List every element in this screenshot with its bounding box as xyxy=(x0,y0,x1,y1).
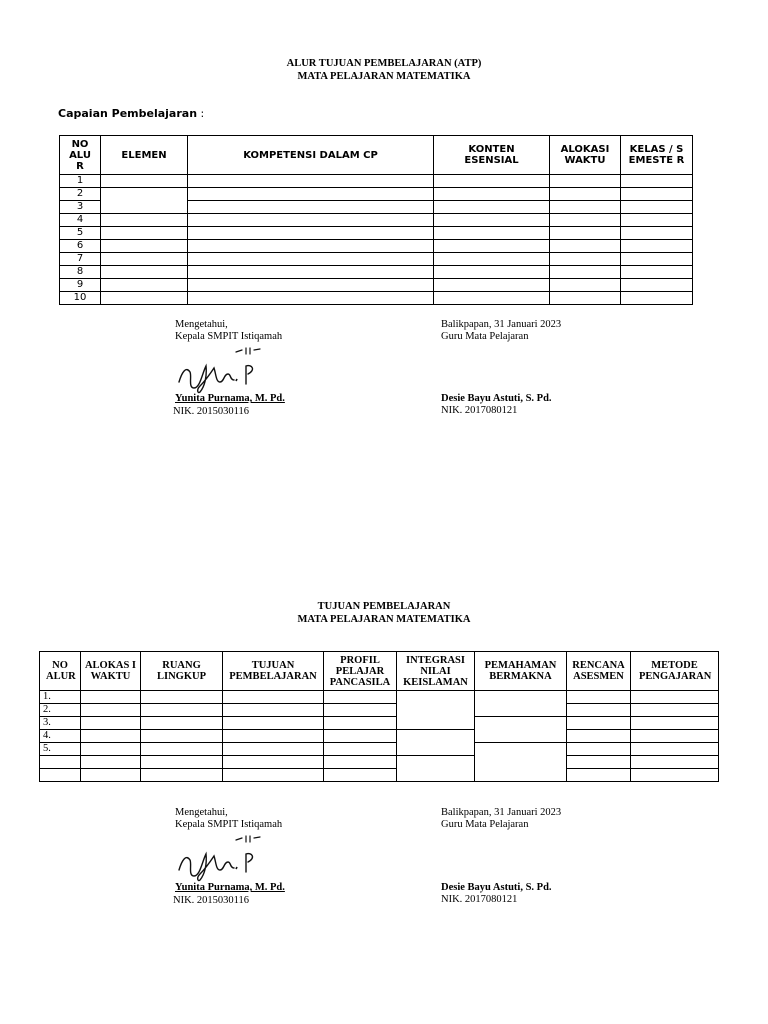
alokasi-cell[interactable] xyxy=(550,253,621,266)
konten-cell[interactable] xyxy=(434,214,550,227)
ruang-lingkup-cell[interactable] xyxy=(141,691,223,704)
tp-title: TUJUAN PEMBELAJARAN xyxy=(317,601,451,612)
right-signature-block-1 xyxy=(441,319,561,343)
alokasi-cell[interactable] xyxy=(81,769,141,782)
header-no-alur: NO ALUR xyxy=(40,652,81,691)
ruang-lingkup-cell[interactable] xyxy=(141,717,223,730)
handwritten-signature xyxy=(176,344,266,396)
rencana-cell[interactable] xyxy=(567,717,631,730)
konten-cell[interactable] xyxy=(434,227,550,240)
tp-subtitle: MATA PELAJARAN MATEMATIKA xyxy=(297,614,471,625)
elemen-cell[interactable] xyxy=(101,266,188,279)
ruang-lingkup-cell[interactable] xyxy=(141,730,223,743)
guru-label: Guru Mata Pelajaran xyxy=(441,819,529,830)
kelas-cell[interactable] xyxy=(621,292,693,305)
left-signature-block-1 xyxy=(175,319,282,343)
row-number: 1. xyxy=(40,691,81,704)
right-signature-block-2 xyxy=(441,807,561,831)
tp-table xyxy=(39,651,719,782)
table-row xyxy=(60,266,693,279)
rencana-cell[interactable] xyxy=(567,756,631,769)
metode-cell[interactable] xyxy=(631,769,719,782)
table-row xyxy=(40,704,719,717)
profil-cell[interactable] xyxy=(324,769,397,782)
kompetensi-cell[interactable] xyxy=(188,292,434,305)
table-row xyxy=(40,743,719,756)
left-signer-name: Yunita Purnama, M. Pd. xyxy=(175,882,285,893)
kelas-cell[interactable] xyxy=(621,175,693,188)
header-ruang-lingkup: RUANG LINGKUP xyxy=(141,652,223,691)
kelas-cell[interactable] xyxy=(621,279,693,292)
table-row xyxy=(40,756,719,769)
kepala-label: Kepala SMPIT Istiqamah xyxy=(175,331,283,342)
row-number: 4 xyxy=(60,214,101,227)
integrasi-cell[interactable] xyxy=(397,691,475,730)
capaian-pembelajaran-label: Capaian Pembelajaran : xyxy=(58,107,205,120)
place-date-label: Balikpapan, 31 Januari 2023 xyxy=(441,807,562,818)
kelas-cell[interactable] xyxy=(621,201,693,214)
table-row xyxy=(60,292,693,305)
alokasi-cell[interactable] xyxy=(550,240,621,253)
kompetensi-cell[interactable] xyxy=(188,240,434,253)
left-nik-2: NIK. 2015030116 xyxy=(173,895,250,906)
right-signer-2 xyxy=(441,882,552,906)
row-number: 10 xyxy=(60,292,101,305)
row-number: 6 xyxy=(60,240,101,253)
elemen-cell[interactable] xyxy=(101,188,188,214)
ruang-lingkup-cell[interactable] xyxy=(141,743,223,756)
rencana-cell[interactable] xyxy=(567,730,631,743)
elemen-cell[interactable] xyxy=(101,227,188,240)
konten-cell[interactable] xyxy=(434,201,550,214)
table-row xyxy=(60,240,693,253)
header-kelas: KELAS / SEMESTE R xyxy=(621,136,693,175)
row-number: 8 xyxy=(60,266,101,279)
header-metode: METODE PENGAJARAN xyxy=(631,652,719,691)
header-profil: PROFIL PELAJAR PANCASILA xyxy=(324,652,397,691)
table-row xyxy=(60,279,693,292)
row-number: 3 xyxy=(60,201,101,214)
table-row xyxy=(40,730,719,743)
table-row xyxy=(60,188,693,201)
rencana-cell[interactable] xyxy=(567,743,631,756)
guru-label: Guru Mata Pelajaran xyxy=(441,331,529,342)
konten-cell[interactable] xyxy=(434,175,550,188)
ruang-lingkup-cell[interactable] xyxy=(141,756,223,769)
kelas-cell[interactable] xyxy=(621,188,693,201)
left-signer-2 xyxy=(175,882,285,894)
alokasi-cell[interactable] xyxy=(550,214,621,227)
kompetensi-cell[interactable] xyxy=(188,266,434,279)
kelas-cell[interactable] xyxy=(621,214,693,227)
mengetahui-label: Mengetahui, xyxy=(175,807,228,818)
elemen-cell[interactable] xyxy=(101,175,188,188)
kelas-cell[interactable] xyxy=(621,266,693,279)
right-signer-name: Desie Bayu Astuti, S. Pd. xyxy=(441,393,552,404)
elemen-cell[interactable] xyxy=(101,279,188,292)
alokasi-cell[interactable] xyxy=(81,730,141,743)
header-no-alur: NO ALU R xyxy=(60,136,101,175)
alokasi-cell[interactable] xyxy=(550,292,621,305)
metode-cell[interactable] xyxy=(631,704,719,717)
mengetahui-label: Mengetahui, xyxy=(175,319,228,330)
header-konten: KONTEN ESENSIAL xyxy=(434,136,550,175)
tujuan-cell[interactable] xyxy=(223,691,324,704)
header-pemahaman: PEMAHAMAN BERMAKNA xyxy=(475,652,567,691)
konten-cell[interactable] xyxy=(434,292,550,305)
profil-cell[interactable] xyxy=(324,691,397,704)
right-signer-1 xyxy=(441,393,552,417)
header-alokasi: ALOKASI WAKTU xyxy=(550,136,621,175)
alokasi-cell[interactable] xyxy=(550,188,621,201)
alokasi-cell[interactable] xyxy=(550,279,621,292)
integrasi-cell[interactable] xyxy=(397,730,475,756)
metode-cell[interactable] xyxy=(631,743,719,756)
row-number xyxy=(40,756,81,769)
konten-cell[interactable] xyxy=(434,188,550,201)
row-number: 7 xyxy=(60,253,101,266)
alokasi-cell[interactable] xyxy=(550,175,621,188)
alokasi-cell[interactable] xyxy=(81,717,141,730)
profil-cell[interactable] xyxy=(324,704,397,717)
header-alokasi-waktu: ALOKAS I WAKTU xyxy=(81,652,141,691)
konten-cell[interactable] xyxy=(434,266,550,279)
table-row xyxy=(60,175,693,188)
header-rencana: RENCANA ASESMEN xyxy=(567,652,631,691)
metode-cell[interactable] xyxy=(631,756,719,769)
pemahaman-cell[interactable] xyxy=(475,743,567,782)
konten-cell[interactable] xyxy=(434,240,550,253)
kelas-cell[interactable] xyxy=(621,227,693,240)
alokasi-cell[interactable] xyxy=(550,201,621,214)
table-header-row xyxy=(40,652,719,691)
place-date-label: Balikpapan, 31 Januari 2023 xyxy=(441,319,562,330)
kompetensi-cell[interactable] xyxy=(188,214,434,227)
ruang-lingkup-cell[interactable] xyxy=(141,769,223,782)
row-number: 2 xyxy=(60,188,101,201)
right-signer-nik: NIK. 2017080121 xyxy=(441,894,518,905)
profil-cell[interactable] xyxy=(324,743,397,756)
table-header-row xyxy=(60,136,693,175)
atp-title: ALUR TUJUAN PEMBELAJARAN (ATP) xyxy=(286,58,482,69)
tujuan-cell[interactable] xyxy=(223,717,324,730)
handwritten-signature xyxy=(176,832,266,884)
row-number: 2. xyxy=(40,704,81,717)
tujuan-cell[interactable] xyxy=(223,743,324,756)
table-row xyxy=(60,214,693,227)
left-signer-name: Yunita Purnama, M. Pd. xyxy=(175,393,285,404)
right-signer-nik: NIK. 2017080121 xyxy=(441,405,518,416)
left-nik-1: NIK. 2015030116 xyxy=(173,406,250,417)
rencana-cell[interactable] xyxy=(567,769,631,782)
profil-cell[interactable] xyxy=(324,756,397,769)
konten-cell[interactable] xyxy=(434,253,550,266)
profil-cell[interactable] xyxy=(324,730,397,743)
integrasi-cell[interactable] xyxy=(397,756,475,782)
alokasi-cell[interactable] xyxy=(550,266,621,279)
tujuan-cell[interactable] xyxy=(223,756,324,769)
tujuan-cell[interactable] xyxy=(223,730,324,743)
alokasi-cell[interactable] xyxy=(81,691,141,704)
table-row xyxy=(40,691,719,704)
kompetensi-cell[interactable] xyxy=(188,253,434,266)
elemen-cell[interactable] xyxy=(101,214,188,227)
konten-cell[interactable] xyxy=(434,279,550,292)
row-number: 9 xyxy=(60,279,101,292)
kompetensi-cell[interactable] xyxy=(188,201,434,214)
pemahaman-cell[interactable] xyxy=(475,717,567,743)
kompetensi-cell[interactable] xyxy=(188,175,434,188)
table-row xyxy=(60,227,693,240)
metode-cell[interactable] xyxy=(631,691,719,704)
rencana-cell[interactable] xyxy=(567,691,631,704)
kelas-cell[interactable] xyxy=(621,253,693,266)
header-kompetensi: KOMPETENSI DALAM CP xyxy=(188,136,434,175)
right-signer-name: Desie Bayu Astuti, S. Pd. xyxy=(441,882,552,893)
rencana-cell[interactable] xyxy=(567,704,631,717)
tujuan-cell[interactable] xyxy=(223,769,324,782)
alokasi-cell[interactable] xyxy=(550,227,621,240)
left-signature-block-2 xyxy=(175,807,282,831)
header-elemen: ELEMEN xyxy=(101,136,188,175)
row-number xyxy=(40,769,81,782)
metode-cell[interactable] xyxy=(631,730,719,743)
elemen-cell[interactable] xyxy=(101,253,188,266)
kompetensi-cell[interactable] xyxy=(188,279,434,292)
alokasi-cell[interactable] xyxy=(81,743,141,756)
table-row xyxy=(40,717,719,730)
header-integrasi: INTEGRASI NILAI KEISLAMAN xyxy=(397,652,475,691)
profil-cell[interactable] xyxy=(324,717,397,730)
metode-cell[interactable] xyxy=(631,717,719,730)
atp-subtitle: MATA PELAJARAN MATEMATIKA xyxy=(297,71,471,82)
elemen-cell[interactable] xyxy=(101,292,188,305)
alokasi-cell[interactable] xyxy=(81,704,141,717)
row-number: 3. xyxy=(40,717,81,730)
header-tujuan: TUJUAN PEMBELAJARAN xyxy=(223,652,324,691)
table-row xyxy=(40,769,719,782)
row-number: 5. xyxy=(40,743,81,756)
kompetensi-cell[interactable] xyxy=(188,188,434,201)
row-number: 5 xyxy=(60,227,101,240)
kelas-cell[interactable] xyxy=(621,240,693,253)
ruang-lingkup-cell[interactable] xyxy=(141,704,223,717)
tujuan-cell[interactable] xyxy=(223,704,324,717)
alokasi-cell[interactable] xyxy=(81,756,141,769)
table-row xyxy=(60,253,693,266)
left-signer-1 xyxy=(175,393,285,405)
row-number: 4. xyxy=(40,730,81,743)
row-number: 1 xyxy=(60,175,101,188)
kompetensi-cell[interactable] xyxy=(188,227,434,240)
pemahaman-cell[interactable] xyxy=(475,691,567,717)
atp-table xyxy=(59,135,693,305)
kepala-label: Kepala SMPIT Istiqamah xyxy=(175,819,283,830)
elemen-cell[interactable] xyxy=(101,240,188,253)
